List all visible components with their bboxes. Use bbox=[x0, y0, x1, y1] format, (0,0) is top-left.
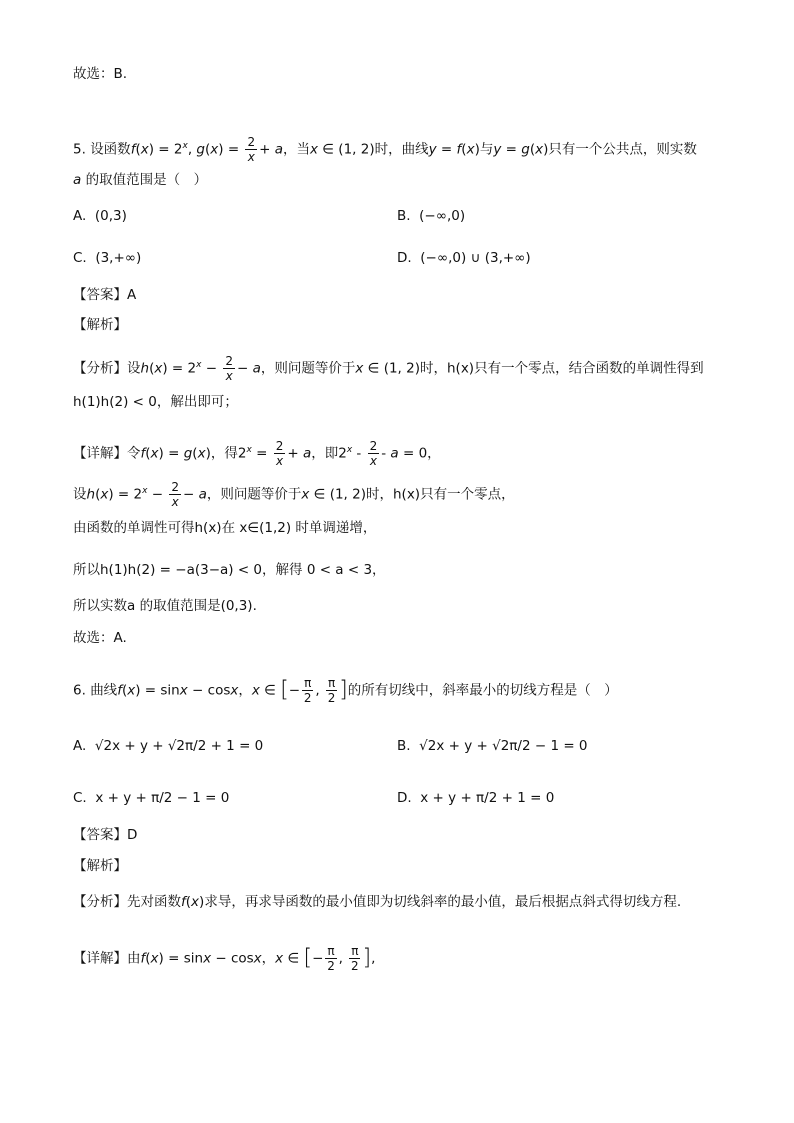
q6-stem: 6. 曲线f(x) = sinx − cosx，x ∈ [− $\frac{\pi}{2}$ , $\frac{\pi}{2}$ ]的所有切线中，斜率最小的切线方程是（ ） bbox=[73, 676, 618, 705]
q5-xiangjie-line4: 所以h(1)h(2) = −a(3−a) < 0，解得 0 < a < 3， bbox=[73, 562, 386, 578]
q5-stem-line1: 5. 设函数$f(x) = 2^x$, g(x) = $\frac{2}{x}$ + a，当x ∈ (1, 2)时，曲线y = f(x)与y = g(x)只有一个公共点，则实数 bbox=[73, 135, 697, 164]
q5-option-d: D. (−∞,0) ∪ (3,+∞) bbox=[397, 250, 531, 266]
q5-fenxi-line1: 【分析】设$h(x) = 2^x$ − $\frac{2}{x}$ − a，则问题等价于x ∈ (1, 2)时，h(x)只有一个零点，结合函数的单调性得到 bbox=[73, 354, 704, 383]
q6-answer: 【答案】D bbox=[73, 827, 138, 843]
q6-number: 6. bbox=[73, 682, 86, 699]
q6-option-c: C. x + y + π/2 − 1 = 0 bbox=[73, 790, 230, 806]
q6-jiexi-label: 【解析】 bbox=[73, 858, 127, 874]
q5-xiangjie-line1: 【详解】令f(x) = g(x)，得$2^x$ = $\frac{2}{x}$ + a，即2$^x$ - $\frac{2}{x}$ - a = 0， bbox=[73, 439, 441, 468]
q5-jiexi-label: 【解析】 bbox=[73, 317, 127, 333]
q5-stem-line2: a 的取值范围是（ ） bbox=[73, 172, 208, 188]
q6-fenxi: 【分析】先对函数f(x)求导，再求导函数的最小值即为切线斜率的最小值，最后根据点斜式得切线方程. bbox=[73, 894, 682, 910]
q5-answer: 【答案】A bbox=[73, 287, 137, 303]
q5-conclusion: 故选：A. bbox=[73, 630, 127, 646]
q5-xiangjie-line3: 由函数的单调性可得h(x)在 x∈(1,2) 时单调递增， bbox=[73, 520, 377, 536]
q6-option-b: B. √2x + y + √2π/2 − 1 = 0 bbox=[397, 738, 588, 754]
q5-option-b: B. (−∞,0) bbox=[397, 208, 466, 224]
prev-answer: 故选：B. bbox=[73, 66, 128, 82]
q6-option-d: D. x + y + π/2 + 1 = 0 bbox=[397, 790, 555, 806]
q5-xiangjie-line2: 设$h(x) = 2^x$ − $\frac{2}{x}$ − a，则问题等价于x ∈ (1, 2)时，h(x)只有一个零点， bbox=[73, 480, 515, 509]
q5-xiangjie-line5: 所以实数a 的取值范围是(0,3). bbox=[73, 598, 257, 614]
q5-option-c: C. (3,+∞) bbox=[73, 250, 142, 266]
q5-number: 5. bbox=[73, 141, 86, 158]
q6-option-a: A. √2x + y + √2π/2 + 1 = 0 bbox=[73, 738, 264, 754]
q5-fenxi-line2: h(1)h(2) < 0，解出即可； bbox=[73, 394, 238, 410]
q5-option-a: A. (0,3) bbox=[73, 208, 127, 224]
q6-xiangjie: 【详解】由f(x) = sinx − cosx，x ∈ [− $\frac{\pi}{2}$ , $\frac{\pi}{2}$ ], bbox=[73, 944, 376, 973]
